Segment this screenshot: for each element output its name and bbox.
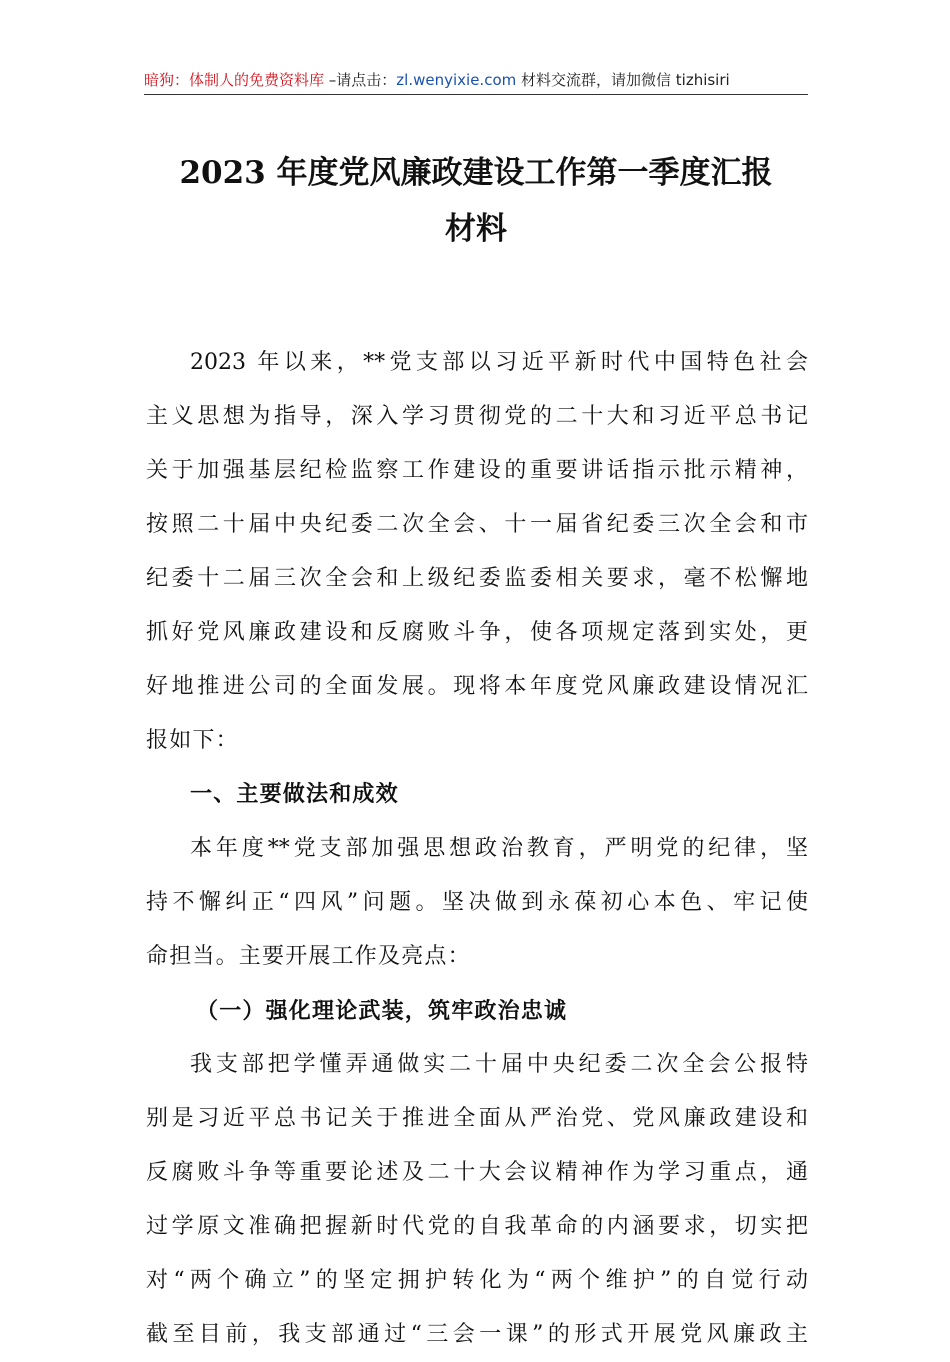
header-divider xyxy=(144,94,808,95)
section-heading: （一）强化理论武装，筑牢政治忠诚 xyxy=(196,998,568,1024)
paragraph-line: 持不懈纠正“四风”问题。坚决做到永葆初心本色、牢记使 xyxy=(146,890,808,915)
header-click-prompt: –请点击： xyxy=(324,71,397,89)
paragraph-line: 按照二十届中央纪委二次全会、十一届省纪委三次全会和市 xyxy=(146,512,808,537)
paragraph-line: 纪委十二届三次全会和上级纪委监委相关要求，毫不松懈地 xyxy=(146,566,808,591)
paragraph-line: 对“两个确立”的坚定拥护转化为“两个维护”的自觉行动 xyxy=(146,1268,808,1293)
paragraph-line: 截至目前，我支部通过“三会一课”的形式开展党风廉政主 xyxy=(146,1322,808,1347)
paragraph-line: 我支部把学懂弄通做实二十届中央纪委二次全会公报特 xyxy=(190,1052,808,1077)
paragraph-line: 命担当。主要开展工作及亮点： xyxy=(146,944,471,969)
section-heading: 一、主要做法和成效 xyxy=(190,782,399,807)
paragraph-line: 好地推进公司的全面发展。现将本年度党风廉政建设情况汇 xyxy=(146,674,808,699)
paragraph-line: 抓好党风廉政建设和反腐败斗争，使各项规定落到实处，更 xyxy=(146,620,808,645)
paragraph-line: 过学原文准确把握新时代党的自我革命的内涵要求，切实把 xyxy=(146,1214,808,1239)
header-site-name: 暗狗：体制人的免费资料库 xyxy=(144,71,325,89)
title-line-2: 材料 xyxy=(445,211,507,247)
paragraph-line: 反腐败斗争等重要论述及二十大会议精神作为学习重点，通 xyxy=(146,1160,808,1185)
page-header xyxy=(144,70,808,90)
paragraph-line: 报如下： xyxy=(146,728,239,753)
paragraph-line: 别是习近平总书记关于推进全面从严治党、党风廉政建设和 xyxy=(146,1106,808,1131)
header-wechat-note: 材料交流群，请加微信 tizhisiri xyxy=(516,71,730,89)
document-title xyxy=(144,145,808,257)
header-link[interactable]: zl.wenyixie.com xyxy=(396,71,517,89)
document-body xyxy=(146,336,808,1362)
paragraph-line: 本年度**党支部加强思想政治教育，严明党的纪律，坚 xyxy=(190,836,808,861)
title-line-1: 2023 年度党风廉政建设工作第一季度汇报 xyxy=(179,155,773,191)
paragraph-line: 关于加强基层纪检监察工作建设的重要讲话指示批示精神， xyxy=(146,458,808,483)
paragraph-line: 2023 年以来，**党支部以习近平新时代中国特色社会 xyxy=(190,350,808,375)
paragraph-line: 主义思想为指导，深入学习贯彻党的二十大和习近平总书记 xyxy=(146,404,808,429)
